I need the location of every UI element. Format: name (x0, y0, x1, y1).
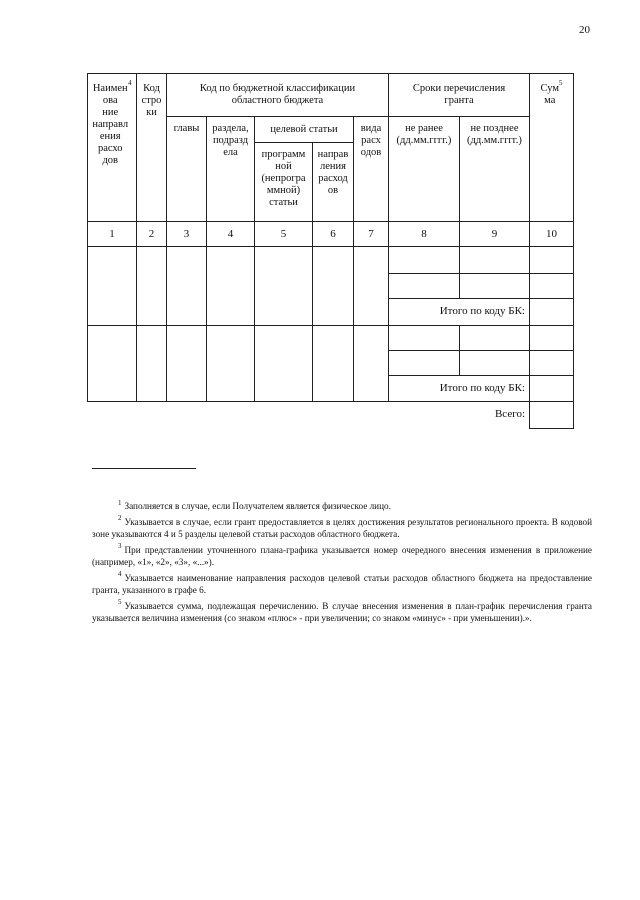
grand-total-label: Всего: (494, 408, 525, 420)
column-number-8: 8 (421, 228, 427, 240)
header-razdel: раздела, подразд ела (212, 123, 249, 158)
header-napravlenie: направ ления расход ов (317, 149, 349, 196)
table-border-right (573, 73, 574, 429)
table-rule-g2-end (87, 401, 574, 402)
column-number-10: 10 (546, 228, 557, 240)
col-sep-8b (459, 325, 460, 376)
footnote-text: Указывается сумма, подлежащая перечислению. В случае внесения изменения в план-график перечисления гранта указывается величина изменения (со знаком «плюс» - при увеличении; со знаком «минус» - при уменьшении).». (92, 600, 592, 623)
column-number-3: 3 (183, 228, 190, 240)
column-number-7: 7 (368, 228, 374, 240)
header-sroki: Сроки перечисления гранта (412, 83, 506, 106)
table-rule-numbers-bottom (87, 246, 574, 247)
column-number-1: 1 (109, 228, 115, 240)
header-row-code: Код стро ки (141, 83, 162, 118)
footnote-text: Указывается наименование направления расходов целевой статьи расходов областного бюджета на предоставление гранта, указанного в графе 6. (92, 572, 592, 595)
table-rule-g1-row2 (388, 298, 574, 299)
header-summa-text: Сум ма (540, 83, 559, 106)
header-program: программ ной (непрогра ммной) статьи (261, 149, 306, 208)
total-by-bk-label-2: Итого по коду БК: (439, 382, 525, 394)
column-number-6: 6 (330, 228, 336, 240)
header-tselevoy: целевой статьи (270, 123, 338, 135)
table-rule-g2-row1 (388, 350, 574, 351)
footnote-text: При представлении уточненного плана-графика указывается номер очередного внесения изменения в приложение (например, «1», «2», «3», «...»). (92, 544, 592, 567)
header-ne-ranee: не ранее (дд.мм.гггг.) (396, 123, 452, 146)
col-sep-9 (529, 73, 530, 429)
table-rule-grand-total (529, 428, 574, 429)
footnote-1 (92, 500, 592, 513)
footnote-4 (92, 572, 592, 597)
page-number: 20 (579, 24, 590, 36)
grant-schedule-table (87, 73, 574, 428)
table-rule-g2-row2 (388, 375, 574, 376)
header-vida: вида расх одов (360, 123, 382, 158)
header-glavy: главы (173, 123, 200, 134)
column-number-9: 9 (491, 228, 498, 240)
footnote-mark: 2 (118, 514, 122, 523)
header-ne-pozdnee: не позднее (дд.мм.гггг.) (467, 123, 522, 146)
footnote-text: Заполняется в случае, если Получателем является физическое лицо. (124, 501, 391, 511)
column-number-2: 2 (148, 228, 155, 240)
header-direction-name-text: Наимен ова ние направл ения расхо дов (92, 83, 129, 166)
footnotes (92, 500, 592, 628)
footnote-5 (92, 600, 592, 625)
footnote-separator (92, 468, 196, 469)
header-bk-group: Код по бюджетной классификации областного бюджета (199, 83, 356, 106)
column-number-5: 5 (280, 228, 287, 240)
footnote-mark: 4 (118, 570, 122, 579)
column-number-4: 4 (227, 228, 234, 240)
table-rule-g1-end (87, 325, 574, 326)
footnote-mark: 3 (118, 542, 122, 551)
footnote-2 (92, 516, 592, 541)
footnote-3 (92, 544, 592, 569)
header-direction-name: Наимен ова ние направл ения расхо дов 4 (92, 79, 132, 166)
table-rule-g1-row1 (388, 273, 574, 274)
header-summa: Сум ма 5 (540, 79, 563, 106)
header-rule-tselevoy (254, 142, 353, 143)
total-by-bk-label-1: Итого по коду БК: (439, 305, 525, 317)
footnote-text: Указывается в случае, если грант предоставляется в целях достижения результатов регионального проекта. В кодовой зоне указываются 4 и 5 разделы целевой статьи расходов областного бюджета. (92, 516, 592, 539)
footnote-mark: 1 (118, 498, 122, 507)
footnote-mark: 5 (118, 598, 122, 607)
